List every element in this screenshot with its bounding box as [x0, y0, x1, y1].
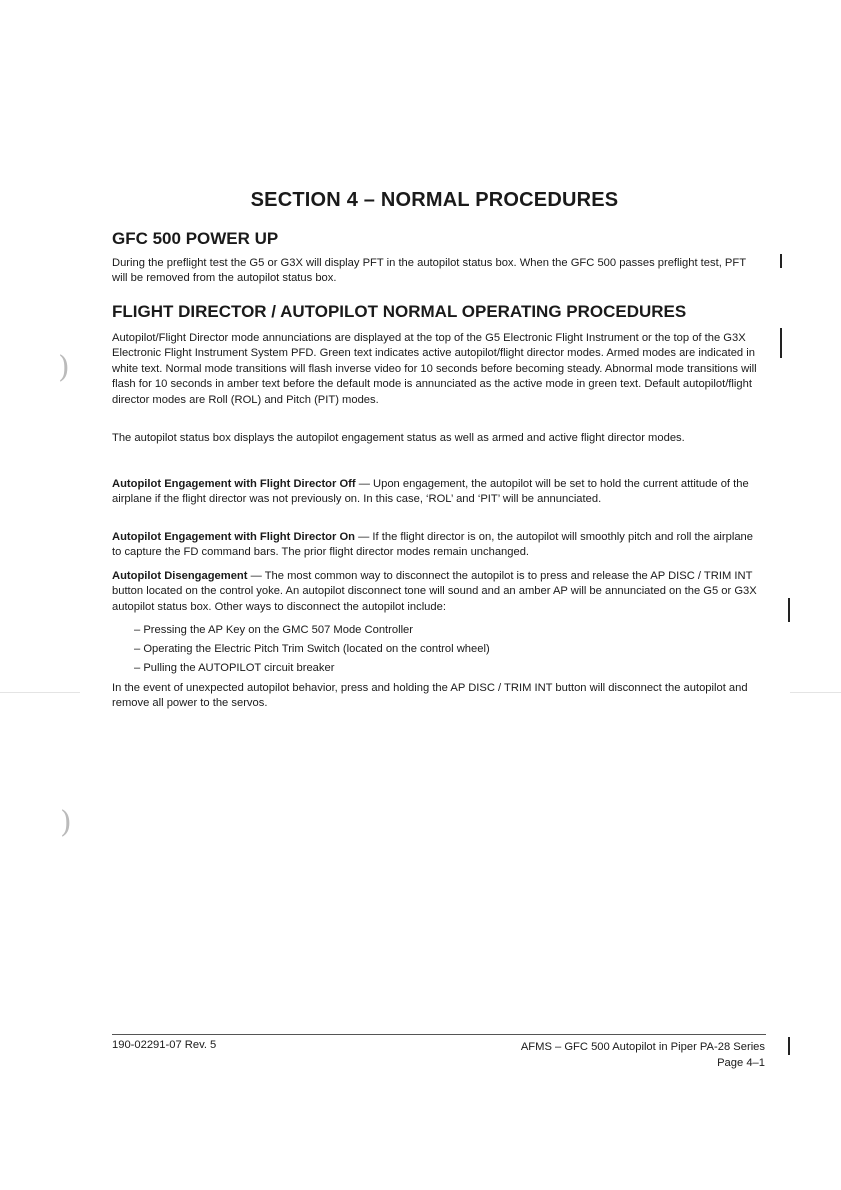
change-bar	[780, 328, 782, 358]
disengagement-paragraph	[112, 569, 762, 615]
engagement-off-text: — Upon engagement, the autopilot will be set to hold the current attitude of the airplane if the flight director was not previously on. In this case, ‘ROL’ and ‘PIT’ will be annunciated.	[112, 478, 749, 506]
list-item: – Pressing the AP Key on the GMC 507 Mode Controller	[134, 624, 414, 636]
engagement-off-paragraph	[112, 477, 762, 508]
disengagement-text: — The most common way to disconnect the autopilot is to press and release the AP DISC / TRIM INT button located on the control yoke. An autopilot disconnect tone will sound and an amber AP will be annunciated on the G5 or G3X autopilot status box. Other ways to disconnect the autopilot include:	[112, 570, 757, 613]
disengagement-label: Autopilot Disengagement	[112, 570, 248, 582]
footer-title: AFMS – GFC 500 Autopilot in Piper PA-28 Series	[520, 1041, 765, 1053]
scan-artifact-mark: )	[58, 350, 70, 385]
change-bar	[780, 254, 782, 268]
engagement-on-text: — If the flight director is on, the autopilot will smoothly pitch and roll the airplane to capture the FD command bars. The prior flight director modes remain unchanged.	[112, 531, 753, 559]
section-title: SECTION 4 – NORMAL PROCEDURES	[250, 189, 619, 211]
scan-artifact-line	[790, 692, 841, 693]
footer-right	[521, 1039, 765, 1071]
fd-ap-paragraph-1: Autopilot/Flight Director mode annunciations are displayed at the top of the G5 Electronic Flight Instrument or the top of the G3X Electronic Flight Instrument System PFD. Green text indicates active autopilot/flight director modes. Armed modes are indicated in white text. Normal mode transitions will flash inverse video for 10 seconds before becoming steady. Abnormal mode transitions will flash for 10 seconds in amber text before the default mode is annunciated as the active mode in green text. Default autopilot/flight director modes are Roll (ROL) and Pitch (PIT) modes.	[112, 332, 757, 406]
disconnect-methods-list	[134, 621, 490, 678]
scan-artifact-line	[0, 692, 80, 693]
disengagement-closing: In the event of unexpected autopilot behavior, press and holding the AP DISC / TRIM INT button will disconnect the autopilot and remove all power to the servos.	[112, 682, 748, 710]
change-bar	[788, 1037, 790, 1055]
fd-ap-paragraph-2: The autopilot status box displays the autopilot engagement status as well as armed and active flight director modes.	[112, 432, 685, 444]
list-item: – Operating the Electric Pitch Trim Switch (located on the control wheel)	[134, 643, 490, 655]
engagement-off-label: Autopilot Engagement with Flight Director Off	[112, 478, 356, 490]
footer-page-number: Page 4–1	[717, 1057, 765, 1069]
footer-divider	[112, 1034, 766, 1035]
engagement-on-paragraph	[112, 530, 762, 561]
engagement-on-label: Autopilot Engagement with Flight Director On	[112, 531, 356, 543]
scan-artifact-mark: )	[60, 805, 72, 840]
list-item: – Pulling the AUTOPILOT circuit breaker	[134, 662, 335, 674]
footer-doc-number: 190-02291-07 Rev. 5	[112, 1039, 217, 1051]
power-up-text: During the preflight test the G5 or G3X will display PFT in the autopilot status box. When the GFC 500 passes preflight test, PFT will be removed from the autopilot status box.	[112, 257, 746, 285]
power-up-heading: GFC 500 POWER UP	[112, 229, 279, 248]
change-bar	[788, 598, 790, 622]
fd-ap-heading: FLIGHT DIRECTOR / AUTOPILOT NORMAL OPERATING PROCEDURES	[112, 302, 687, 321]
